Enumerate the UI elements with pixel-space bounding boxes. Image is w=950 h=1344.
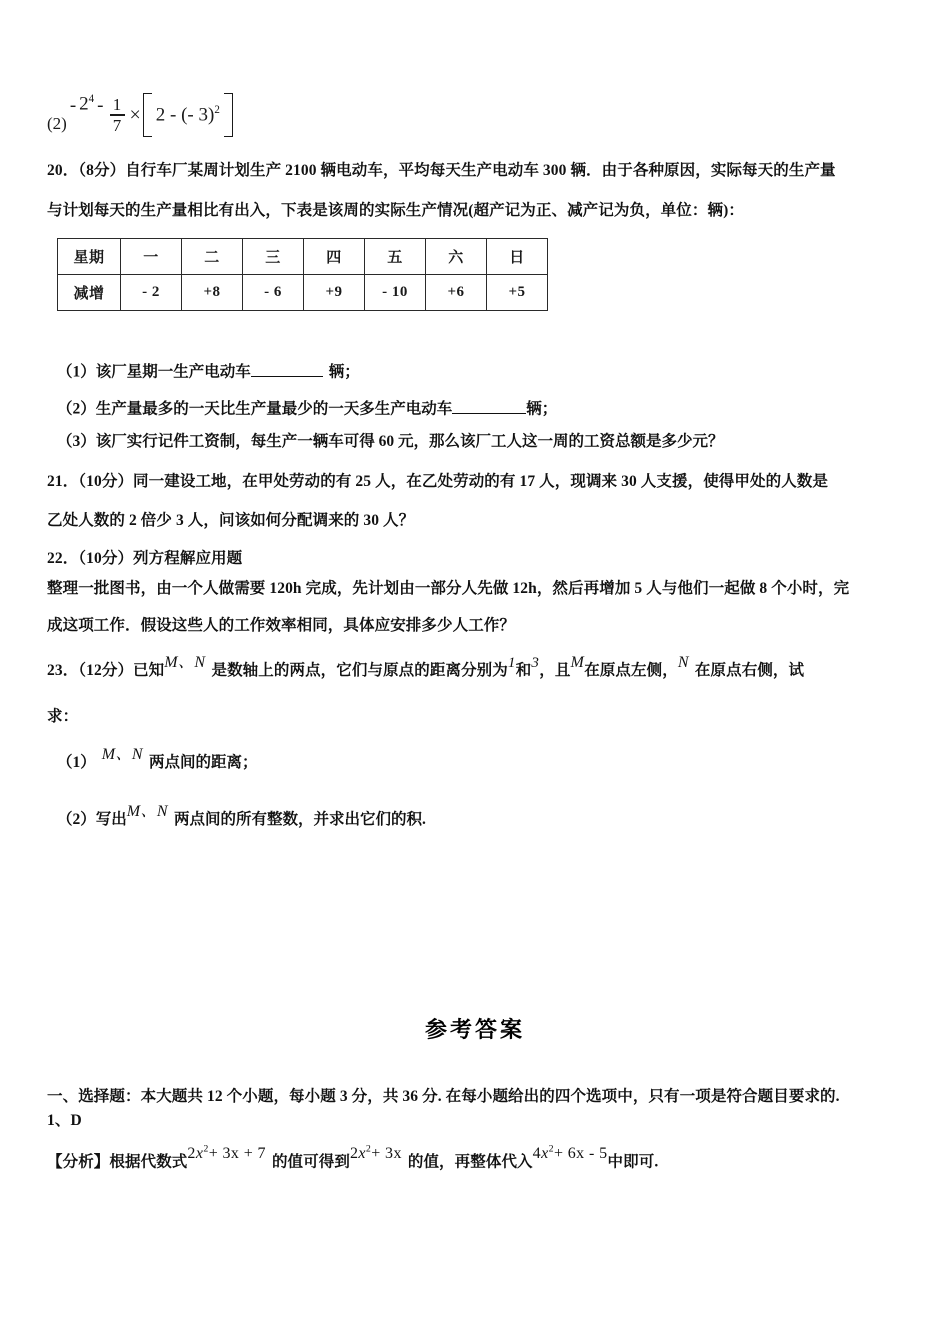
problem-23-line-2: 求： xyxy=(47,708,79,725)
expression-bracket-group xyxy=(143,93,233,137)
math-points-mn-3: M、N xyxy=(126,803,168,820)
math-expr-1: $2x^2+ 3x + 7$ xyxy=(187,1144,266,1163)
table-header-weekday: 星期 xyxy=(58,239,121,275)
bracket-contents: 2 - (- 3)$^2$ xyxy=(155,103,220,126)
table-cell-value-4: +9 xyxy=(304,275,365,311)
analysis-seg-3: 的值，再整体代入 xyxy=(407,1153,533,1171)
math-point-n: N xyxy=(677,654,689,671)
problem-23-sub-1-label: （1） xyxy=(57,754,96,771)
problem-20-line-2: 与计划每天的生产量相比有出入，下表是该周的实际生产情况(超产记为正、减产记为负，单位：辆)： xyxy=(47,202,744,219)
math-points-mn-1: M、N xyxy=(164,654,206,671)
table-cell-day-2: 二 xyxy=(182,239,243,275)
problem-20-sub-3: （3）该厂实行记件工资制，每生产一辆车可得 60 元，那么该厂工人这一周的工资总额是多少元？ xyxy=(57,433,724,450)
problem-20-sub-1 xyxy=(57,360,360,381)
math-expr-2: $2x^2+ 3x$ xyxy=(349,1144,402,1163)
expression-leading-minus: - xyxy=(69,95,77,116)
multiplication-sign: × xyxy=(129,103,141,126)
table-cell-day-7: 日 xyxy=(487,239,548,275)
problem-23-seg-2: 是数轴上的两点，它们与原点的距离分别为 xyxy=(211,662,508,679)
table-cell-day-6: 六 xyxy=(426,239,487,275)
answer-blank-2[interactable] xyxy=(452,397,526,414)
problem-20-sub-1-prefix: （1）该厂星期一生产电动车 xyxy=(57,363,251,381)
table-cell-day-3: 三 xyxy=(243,239,304,275)
problem-20-sub-1-suffix: 辆； xyxy=(328,363,360,381)
bracket-close-icon xyxy=(225,93,233,137)
problem-23-seg-6: 在原点右侧，试 xyxy=(694,662,805,679)
problem-23-sub-2-text: 两点间的所有整数，并求出它们的积. xyxy=(173,811,426,828)
math-point-m: M xyxy=(570,654,585,671)
problem-20-sub-2-prefix: （2）生产量最多的一天比生产量最少的一天多生产电动车 xyxy=(57,400,453,418)
problem-23-seg-4: ，且 xyxy=(539,662,571,679)
math-points-mn-2: M、N xyxy=(101,746,143,763)
answers-analysis-line xyxy=(47,1144,659,1171)
table-row-delta xyxy=(58,275,548,311)
table-cell-value-1: - 2 xyxy=(121,275,182,311)
problem-23-seg-5: 在原点左侧， xyxy=(584,662,678,679)
table-cell-value-5: - 10 xyxy=(365,275,426,311)
problem-20-sub-2-suffix: 辆； xyxy=(526,400,558,418)
table-cell-day-5: 五 xyxy=(365,239,426,275)
problem-21-line-1: 21．（10分）同一建设工地，在甲处劳动的有 25 人，在乙处劳动的有 17 人，现调来 30 人支援，使得甲处的人数是 xyxy=(47,473,829,490)
expression-power: $2^4$ xyxy=(79,93,95,115)
answers-section-heading: 一、选择题：本大题共 12 个小题，每小题 3 分，共 36 分. 在每小题给出的四个选项中，只有一项是符合题目要求的. xyxy=(47,1088,840,1105)
analysis-seg-1: 【分析】根据代数式 xyxy=(47,1153,188,1171)
table-cell-day-1: 一 xyxy=(121,239,182,275)
answers-section-title: 参考答案 xyxy=(424,1017,525,1042)
answer-blank-1[interactable] xyxy=(251,360,323,377)
problem-23-sub-2 xyxy=(57,803,426,829)
expression-problem-19-part2 xyxy=(47,86,233,144)
production-table xyxy=(57,238,548,311)
expression-label: (2) xyxy=(47,114,67,133)
expression-minus: - xyxy=(97,95,104,116)
fraction-numerator: 1 xyxy=(112,95,122,115)
analysis-seg-2: 的值可得到 xyxy=(271,1153,350,1171)
table-cell-value-7: +5 xyxy=(487,275,548,311)
answers-item-1: 1、D xyxy=(47,1112,82,1129)
problem-22-line-3: 成这项工作．假设这些人的工作效率相同，具体应安排多少人工作？ xyxy=(47,617,516,634)
problem-23-seg-3: 和 xyxy=(515,662,532,679)
problem-22-line-2: 整理一批图书，由一个人做需要 120h 完成，先计划由一部分人先做 12h，然后再增加 5 人与他们一起做 8 个小时，完 xyxy=(47,580,850,597)
problem-23-seg-1: 23．（12分）已知 xyxy=(47,662,165,679)
math-distance-1: 1 xyxy=(507,655,516,671)
fraction-denominator: 7 xyxy=(112,115,122,135)
table-cell-value-2: +8 xyxy=(182,275,243,311)
problem-22-line-1: 22．（10分）列方程解应用题 xyxy=(47,550,243,567)
table-cell-value-6: +6 xyxy=(426,275,487,311)
problem-23-sub-1 xyxy=(57,746,258,772)
problem-21-line-2: 乙处人数的 2 倍少 3 人，问该如何分配调来的 30 人？ xyxy=(47,512,415,529)
table-header-delta: 减增 xyxy=(58,275,121,311)
analysis-seg-4: 中即可. xyxy=(607,1153,659,1171)
problem-23-line-1 xyxy=(47,654,805,680)
table-row-weekday xyxy=(58,239,548,275)
table-cell-value-3: - 6 xyxy=(243,275,304,311)
problem-23-sub-1-text: 两点间的距离； xyxy=(148,754,258,771)
problem-20-line-1: 20．（8分）自行车厂某周计划生产 2100 辆电动车，平均每天生产电动车 300 辆．由于各种原因，实际每天的生产量 xyxy=(47,162,836,179)
bracket-open-icon xyxy=(143,93,151,137)
expression-fraction xyxy=(110,96,125,134)
problem-23-sub-2-label: （2）写出 xyxy=(57,811,127,828)
math-expr-3: $4x^2+ 6x - 5$ xyxy=(532,1144,608,1163)
math-distance-3: 3 xyxy=(531,655,540,671)
table-cell-day-4: 四 xyxy=(304,239,365,275)
problem-20-sub-2 xyxy=(57,397,557,418)
